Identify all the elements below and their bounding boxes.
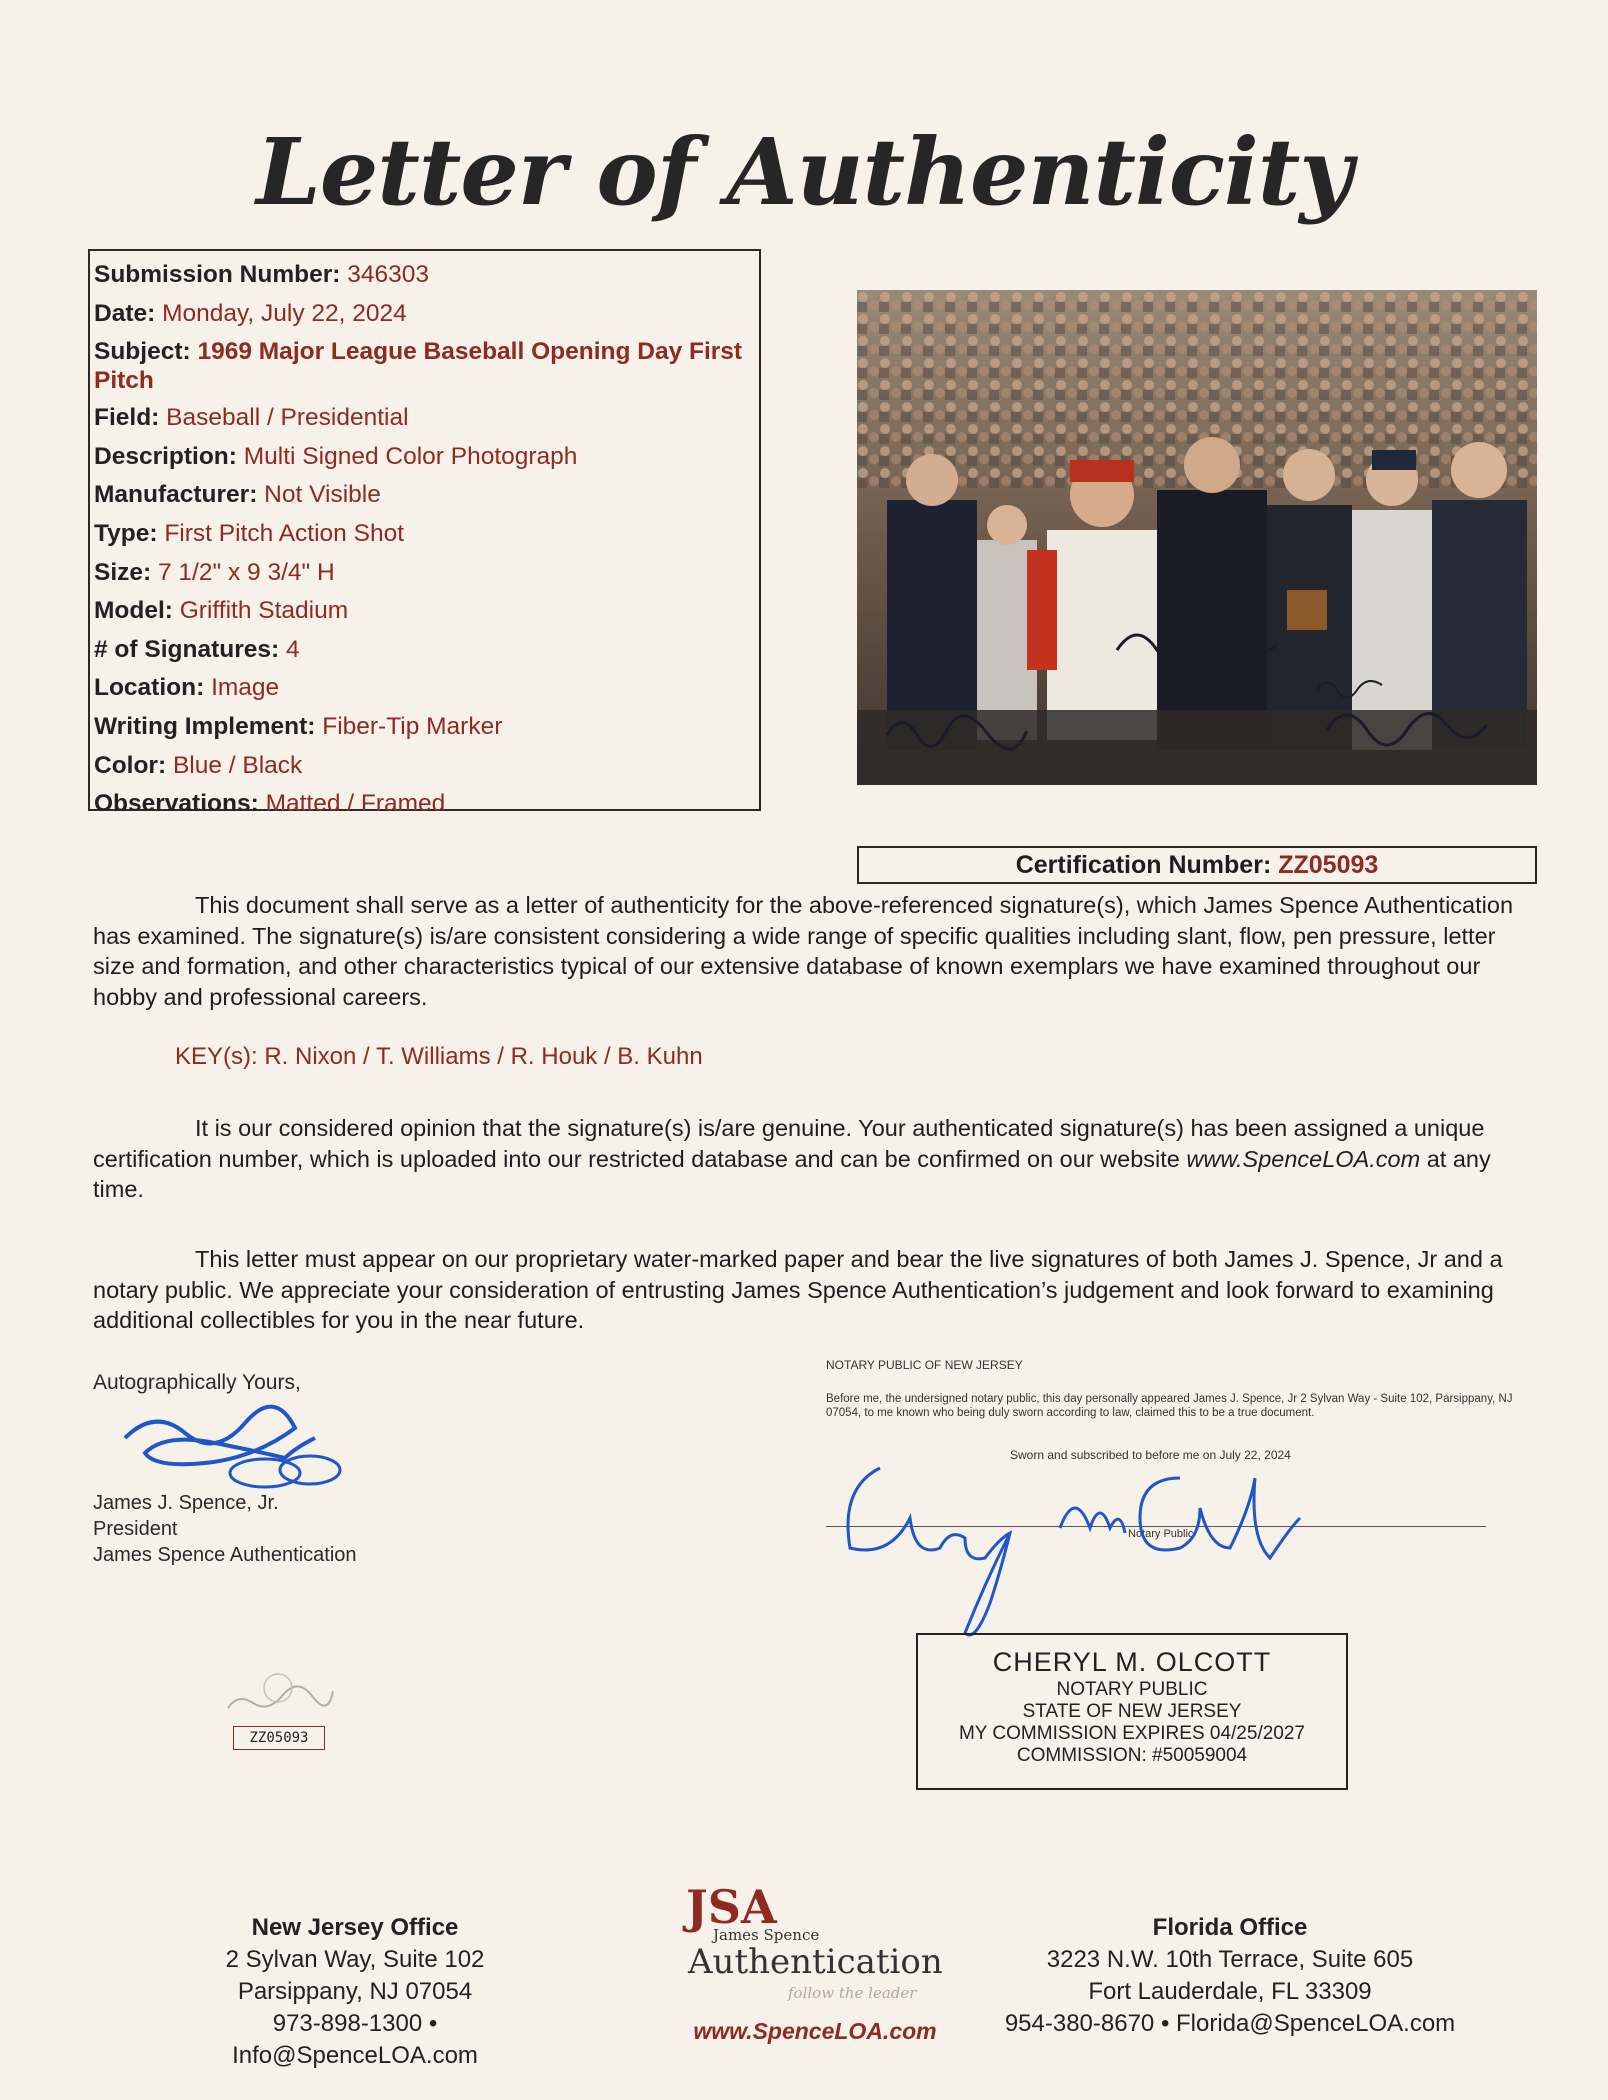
field-manufacturer: Manufacturer: Not Visible [94,481,381,509]
notary-sworn-date: Sworn and subscribed to before me on July 22, 2024 [1010,1448,1291,1462]
signer-role: President [93,1518,178,1540]
notary-text: Before me, the undersigned notary public, this day personally appeared James J. Spence, Jr 2 Sylvan Way - Suite 102, Parsippany, NJ 07054, to me known who being duly sworn according to law, claimed this to be a true document. [826,1393,1513,1419]
signer-company: James Spence Authentication [93,1544,357,1566]
field-size: Size: 7 1/2" x 9 3/4" H [94,558,335,586]
field-model: Model: Griffith Stadium [94,597,349,625]
field-color: Color: Blue / Black [94,751,303,779]
paragraph-watermark: This letter must appear on our proprietary water-marked paper and bear the live signatures of both James J. Spence, Jr and a notary public. We appreciate your consideration of entrusting James Spence Authentication’s judgement and look forward to examining additional collectibles for you in the near future. [93,1246,1503,1333]
signed-photograph [857,290,1537,785]
submission-info-box [88,249,761,818]
field-field: Field: Baseball / Presidential [94,404,409,432]
paragraph-authenticity: This document shall serve as a letter of authenticity for the above-referenced signature(s), which James Spence Authentication has examined. The signature(s) is/are consistent considering a wide range of specific qualities including slant, flow, pen pressure, letter size and formation, and other characteristics typical of our extensive database of known exemplars we have examined throughout our hobby and professional careers. [93,892,1514,1010]
closing-salutation: Autographically Yours, [93,1371,301,1394]
certification-label: Certification Number: [1015,851,1272,879]
field-subject: Subject: 1969 Major League Baseball Opening Day First Pitch [94,338,743,395]
florida-office: Florida Office 3223 N.W. 10th Terrace, Suite 605 Fort Lauderdale, FL 33309 954-380-8670 • Florida@SpenceLOA.com [1004,1914,1456,2037]
certification-number-box [857,846,1537,884]
new-jersey-office: New Jersey Office 2 Sylvan Way, Suite 102 Parsippany, NJ 07054 973-898-1300 • Info@SpenceLOA.com [225,1914,485,2069]
certification-number: ZZ05093 [1278,851,1379,879]
website-link[interactable]: www.SpenceLOA.com [1186,1145,1421,1172]
hologram-sticker [218,1668,338,1718]
jsa-website[interactable]: www.SpenceLOA.com [693,2018,937,2044]
field-location: Location: Image [94,674,280,702]
field-writing-implement: Writing Implement: Fiber-Tip Marker [94,712,503,740]
spence-signature [115,1398,365,1503]
field-date: Date: Monday, July 22, 2024 [94,299,407,327]
field-description: Description: Multi Signed Color Photograph [94,442,578,470]
jsa-logo: JSA James Spence Authentication follow the leader [686,1880,943,2002]
notary-stamp: CHERYL M. OLCOTT NOTARY PUBLIC STATE OF NEW JERSEY MY COMMISSION EXPIRES 04/25/2027 COMMISSION: #50059004 [916,1633,1348,1790]
notary-line-label: Notary Public [1128,1528,1194,1540]
field-submission-number: Submission Number: 346303 [94,261,429,288]
paragraph-opinion: It is our considered opinion that the signature(s) is/are genuine. Your authenticated signature(s) has been assigned a unique certification number, which is uploaded into our restricted database and can be confirmed on our website www.SpenceLOA.com at any time. [93,1115,1491,1202]
field-observations: Observations: Matted / Framed [94,790,446,818]
signer-name: James J. Spence, Jr. [93,1492,279,1514]
field-signature-count: # of Signatures: 4 [94,635,300,663]
notary-signature [820,1438,1340,1663]
signature-keys: KEY(s): R. Nixon / T. Williams / R. Houk / B. Kuhn [175,1043,703,1070]
notary-heading: NOTARY PUBLIC OF NEW JERSEY [826,1358,1023,1372]
field-type: Type: First Pitch Action Shot [94,519,404,547]
hologram-number: ZZ05093 [233,1726,325,1750]
page-title: Letter of Authenticity [256,118,1352,226]
